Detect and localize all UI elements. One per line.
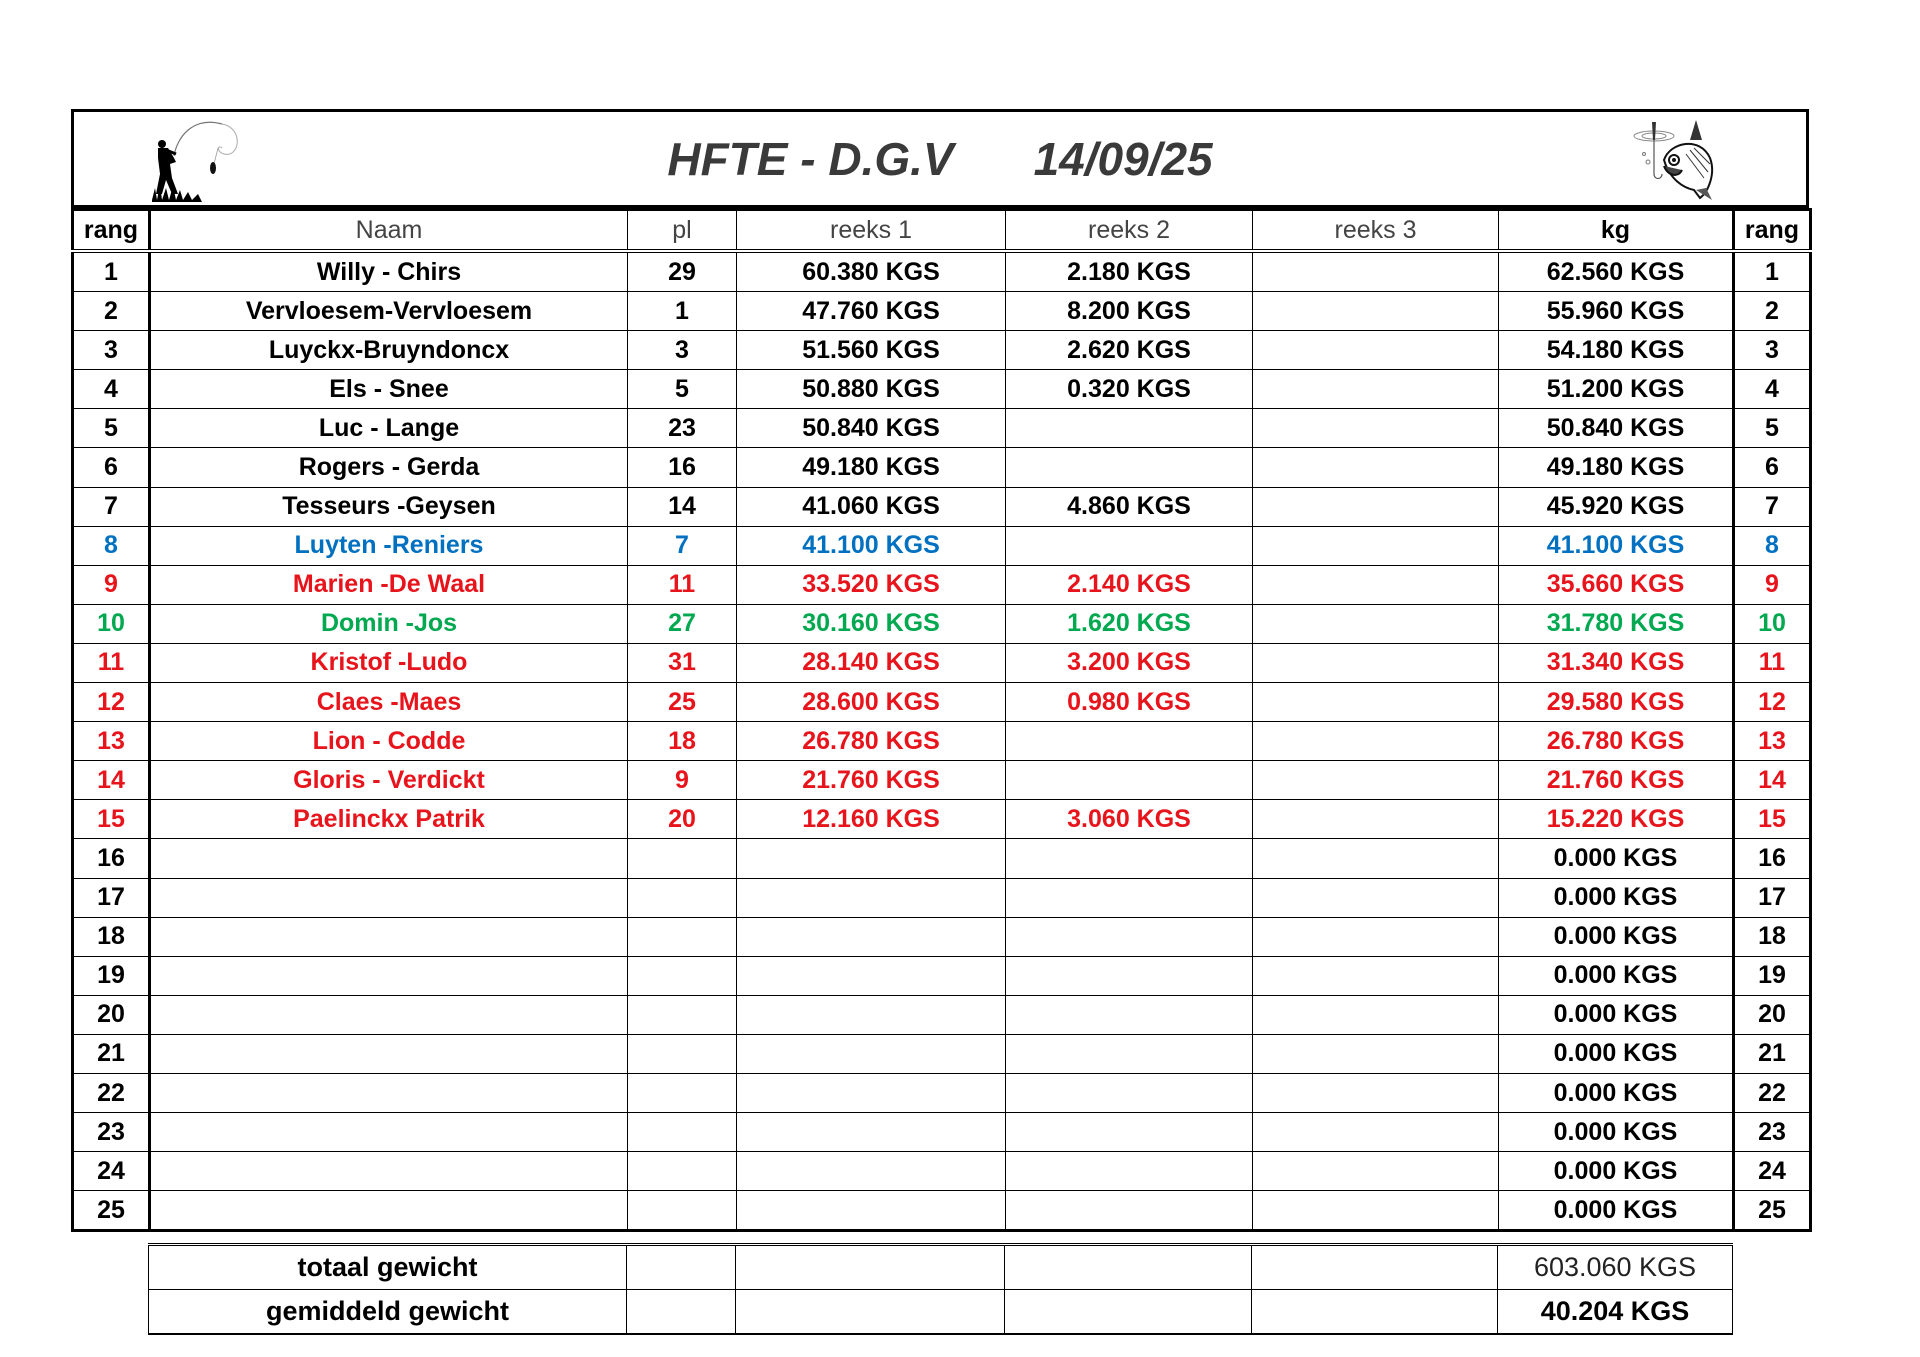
cell-reeks-1 bbox=[737, 1191, 1006, 1231]
cell-naam: Domin -Jos bbox=[150, 604, 628, 643]
header-rang: rang bbox=[73, 210, 150, 252]
cell-rang: 10 bbox=[73, 604, 150, 643]
cell-kg: 0.000 KGS bbox=[1499, 1113, 1734, 1152]
cell-reeks-1: 60.380 KGS bbox=[737, 251, 1006, 292]
cell-naam: Luyckx-Bruyndoncx bbox=[150, 331, 628, 370]
average-weight-value: 40.204 KGS bbox=[1498, 1290, 1733, 1335]
cell-rang-right: 16 bbox=[1734, 839, 1811, 878]
cell-reeks-2 bbox=[1006, 761, 1253, 800]
cell-kg: 45.920 KGS bbox=[1499, 487, 1734, 526]
cell-kg: 26.780 KGS bbox=[1499, 722, 1734, 761]
cell-reeks-2 bbox=[1006, 878, 1253, 917]
cell-reeks-2: 3.200 KGS bbox=[1006, 643, 1253, 682]
cell-rang: 17 bbox=[73, 878, 150, 917]
cell-kg: 51.200 KGS bbox=[1499, 370, 1734, 409]
cell-pl: 23 bbox=[628, 409, 737, 448]
cell-reeks-1: 51.560 KGS bbox=[737, 331, 1006, 370]
cell-naam: Marien -De Waal bbox=[150, 565, 628, 604]
table-row bbox=[73, 995, 1811, 1034]
cell-reeks-2 bbox=[1006, 409, 1253, 448]
cell-reeks-1: 47.760 KGS bbox=[737, 292, 1006, 331]
cell-reeks-2 bbox=[1006, 917, 1253, 956]
table-row bbox=[73, 761, 1811, 800]
cell-reeks-1 bbox=[737, 878, 1006, 917]
cell-rang: 3 bbox=[73, 331, 150, 370]
cell-reeks-2: 3.060 KGS bbox=[1006, 800, 1253, 839]
total-empty-cell bbox=[1005, 1245, 1252, 1290]
cell-reeks-2: 1.620 KGS bbox=[1006, 604, 1253, 643]
total-weight-value: 603.060 KGS bbox=[1498, 1245, 1733, 1290]
cell-rang-right: 17 bbox=[1734, 878, 1811, 917]
cell-naam: Claes -Maes bbox=[150, 683, 628, 722]
cell-reeks-2: 4.860 KGS bbox=[1006, 487, 1253, 526]
cell-kg: 0.000 KGS bbox=[1499, 956, 1734, 995]
cell-naam: Paelinckx Patrik bbox=[150, 800, 628, 839]
cell-reeks-2 bbox=[1006, 526, 1253, 565]
cell-reeks-2: 2.180 KGS bbox=[1006, 251, 1253, 292]
table-row bbox=[73, 1073, 1811, 1112]
cell-pl: 25 bbox=[628, 683, 737, 722]
cell-pl bbox=[628, 1191, 737, 1231]
header-rang-right: rang bbox=[1734, 210, 1811, 252]
cell-rang-right: 21 bbox=[1734, 1034, 1811, 1073]
cell-rang: 21 bbox=[73, 1034, 150, 1073]
cell-reeks-1: 28.140 KGS bbox=[737, 643, 1006, 682]
cell-reeks-1: 49.180 KGS bbox=[737, 448, 1006, 487]
cell-kg: 0.000 KGS bbox=[1499, 917, 1734, 956]
cell-reeks-1: 50.840 KGS bbox=[737, 409, 1006, 448]
cell-reeks-2 bbox=[1006, 995, 1253, 1034]
header-reeks-3: reeks 3 bbox=[1253, 210, 1499, 252]
cell-reeks-1: 41.060 KGS bbox=[737, 487, 1006, 526]
title-banner bbox=[71, 109, 1809, 208]
cell-reeks-3 bbox=[1253, 643, 1499, 682]
cell-rang: 5 bbox=[73, 409, 150, 448]
cell-naam: Tesseurs -Geysen bbox=[150, 487, 628, 526]
cell-kg: 0.000 KGS bbox=[1499, 995, 1734, 1034]
cell-reeks-3 bbox=[1253, 526, 1499, 565]
cell-reeks-3 bbox=[1253, 1073, 1499, 1112]
cell-reeks-1: 26.780 KGS bbox=[737, 722, 1006, 761]
cell-rang-right: 24 bbox=[1734, 1152, 1811, 1191]
cell-rang-right: 7 bbox=[1734, 487, 1811, 526]
cell-reeks-3 bbox=[1253, 995, 1499, 1034]
table-row bbox=[73, 878, 1811, 917]
cell-reeks-3 bbox=[1253, 917, 1499, 956]
cell-pl bbox=[628, 1034, 737, 1073]
cell-naam: Willy - Chirs bbox=[150, 251, 628, 292]
cell-kg: 15.220 KGS bbox=[1499, 800, 1734, 839]
table-header-row bbox=[73, 210, 1811, 252]
cell-pl: 1 bbox=[628, 292, 737, 331]
cell-rang-right: 22 bbox=[1734, 1073, 1811, 1112]
cell-rang-right: 15 bbox=[1734, 800, 1811, 839]
cell-kg: 49.180 KGS bbox=[1499, 448, 1734, 487]
cell-rang: 15 bbox=[73, 800, 150, 839]
cell-kg: 31.340 KGS bbox=[1499, 643, 1734, 682]
table-row bbox=[73, 565, 1811, 604]
cell-naam bbox=[150, 917, 628, 956]
cell-pl: 18 bbox=[628, 722, 737, 761]
cell-rang: 23 bbox=[73, 1113, 150, 1152]
cell-reeks-1: 50.880 KGS bbox=[737, 370, 1006, 409]
cell-kg: 35.660 KGS bbox=[1499, 565, 1734, 604]
average-empty-cell bbox=[1252, 1290, 1498, 1335]
cell-kg: 0.000 KGS bbox=[1499, 1152, 1734, 1191]
cell-rang-right: 14 bbox=[1734, 761, 1811, 800]
cell-kg: 0.000 KGS bbox=[1499, 1191, 1734, 1231]
total-empty-cell bbox=[736, 1245, 1005, 1290]
cell-kg: 29.580 KGS bbox=[1499, 683, 1734, 722]
cell-reeks-3 bbox=[1253, 292, 1499, 331]
totals-table bbox=[148, 1243, 1733, 1335]
cell-reeks-1: 12.160 KGS bbox=[737, 800, 1006, 839]
table-row bbox=[73, 292, 1811, 331]
cell-pl bbox=[628, 1073, 737, 1112]
cell-reeks-2 bbox=[1006, 1034, 1253, 1073]
page-title bbox=[74, 132, 1806, 186]
cell-naam: Kristof -Ludo bbox=[150, 643, 628, 682]
cell-naam: Lion - Codde bbox=[150, 722, 628, 761]
table-row bbox=[73, 448, 1811, 487]
cell-reeks-1 bbox=[737, 956, 1006, 995]
cell-naam bbox=[150, 995, 628, 1034]
cell-pl bbox=[628, 1113, 737, 1152]
cell-pl: 20 bbox=[628, 800, 737, 839]
cell-reeks-2: 8.200 KGS bbox=[1006, 292, 1253, 331]
table-row bbox=[73, 1191, 1811, 1231]
cell-rang-right: 10 bbox=[1734, 604, 1811, 643]
cell-pl: 14 bbox=[628, 487, 737, 526]
club-title: HFTE - D.G.V bbox=[667, 133, 954, 185]
cell-reeks-1 bbox=[737, 839, 1006, 878]
cell-reeks-1: 30.160 KGS bbox=[737, 604, 1006, 643]
cell-reeks-2 bbox=[1006, 448, 1253, 487]
cell-reeks-1: 33.520 KGS bbox=[737, 565, 1006, 604]
cell-rang-right: 4 bbox=[1734, 370, 1811, 409]
cell-reeks-1: 28.600 KGS bbox=[737, 683, 1006, 722]
cell-pl bbox=[628, 1152, 737, 1191]
cell-reeks-3 bbox=[1253, 1191, 1499, 1231]
cell-reeks-3 bbox=[1253, 761, 1499, 800]
cell-rang-right: 6 bbox=[1734, 448, 1811, 487]
cell-rang-right: 2 bbox=[1734, 292, 1811, 331]
cell-reeks-2: 0.320 KGS bbox=[1006, 370, 1253, 409]
table-row bbox=[73, 331, 1811, 370]
table-row bbox=[73, 917, 1811, 956]
cell-reeks-3 bbox=[1253, 1113, 1499, 1152]
cell-reeks-2 bbox=[1006, 1152, 1253, 1191]
cell-rang: 19 bbox=[73, 956, 150, 995]
total-weight-label: totaal gewicht bbox=[149, 1245, 627, 1290]
cell-reeks-2 bbox=[1006, 839, 1253, 878]
cell-naam bbox=[150, 1113, 628, 1152]
cell-reeks-1 bbox=[737, 1073, 1006, 1112]
total-empty-cell bbox=[627, 1245, 736, 1290]
cell-reeks-2 bbox=[1006, 1073, 1253, 1112]
cell-reeks-3 bbox=[1253, 409, 1499, 448]
cell-rang: 20 bbox=[73, 995, 150, 1034]
cell-reeks-3 bbox=[1253, 565, 1499, 604]
event-date: 14/09/25 bbox=[1033, 133, 1213, 185]
cell-reeks-1 bbox=[737, 1152, 1006, 1191]
cell-pl: 7 bbox=[628, 526, 737, 565]
cell-reeks-2 bbox=[1006, 1113, 1253, 1152]
average-empty-cell bbox=[1005, 1290, 1252, 1335]
cell-naam: Els - Snee bbox=[150, 370, 628, 409]
cell-reeks-3 bbox=[1253, 331, 1499, 370]
total-weight-row bbox=[149, 1245, 1733, 1290]
cell-rang: 6 bbox=[73, 448, 150, 487]
cell-reeks-3 bbox=[1253, 1152, 1499, 1191]
cell-kg: 50.840 KGS bbox=[1499, 409, 1734, 448]
average-empty-cell bbox=[627, 1290, 736, 1335]
cell-kg: 41.100 KGS bbox=[1499, 526, 1734, 565]
cell-rang-right: 12 bbox=[1734, 683, 1811, 722]
cell-kg: 0.000 KGS bbox=[1499, 878, 1734, 917]
cell-kg: 62.560 KGS bbox=[1499, 251, 1734, 292]
cell-reeks-3 bbox=[1253, 722, 1499, 761]
cell-kg: 0.000 KGS bbox=[1499, 1073, 1734, 1112]
header-reeks-1: reeks 1 bbox=[737, 210, 1006, 252]
cell-rang: 1 bbox=[73, 251, 150, 292]
cell-reeks-1 bbox=[737, 995, 1006, 1034]
table-row bbox=[73, 1113, 1811, 1152]
header-kg: kg bbox=[1499, 210, 1734, 252]
cell-rang: 13 bbox=[73, 722, 150, 761]
average-empty-cell bbox=[736, 1290, 1005, 1335]
cell-reeks-1: 21.760 KGS bbox=[737, 761, 1006, 800]
cell-reeks-1 bbox=[737, 1113, 1006, 1152]
cell-rang: 22 bbox=[73, 1073, 150, 1112]
cell-reeks-2 bbox=[1006, 722, 1253, 761]
cell-pl: 31 bbox=[628, 643, 737, 682]
cell-rang-right: 5 bbox=[1734, 409, 1811, 448]
cell-pl: 27 bbox=[628, 604, 737, 643]
cell-rang: 7 bbox=[73, 487, 150, 526]
table-row bbox=[73, 643, 1811, 682]
cell-naam bbox=[150, 1191, 628, 1231]
cell-rang-right: 11 bbox=[1734, 643, 1811, 682]
cell-naam: Vervloesem-Vervloesem bbox=[150, 292, 628, 331]
header-naam: Naam bbox=[150, 210, 628, 252]
cell-kg: 54.180 KGS bbox=[1499, 331, 1734, 370]
table-row bbox=[73, 409, 1811, 448]
table-row bbox=[73, 526, 1811, 565]
cell-pl: 16 bbox=[628, 448, 737, 487]
cell-naam: Luc - Lange bbox=[150, 409, 628, 448]
cell-rang-right: 13 bbox=[1734, 722, 1811, 761]
cell-rang: 11 bbox=[73, 643, 150, 682]
cell-pl bbox=[628, 956, 737, 995]
table-row bbox=[73, 800, 1811, 839]
cell-rang: 18 bbox=[73, 917, 150, 956]
table-row bbox=[73, 370, 1811, 409]
cell-reeks-1 bbox=[737, 1034, 1006, 1073]
cell-rang-right: 25 bbox=[1734, 1191, 1811, 1231]
cell-kg: 0.000 KGS bbox=[1499, 839, 1734, 878]
results-table bbox=[71, 208, 1812, 1232]
cell-reeks-3 bbox=[1253, 878, 1499, 917]
cell-rang-right: 3 bbox=[1734, 331, 1811, 370]
cell-naam bbox=[150, 956, 628, 995]
cell-naam: Gloris - Verdickt bbox=[150, 761, 628, 800]
table-row bbox=[73, 683, 1811, 722]
cell-naam: Rogers - Gerda bbox=[150, 448, 628, 487]
cell-naam bbox=[150, 839, 628, 878]
table-row bbox=[73, 1034, 1811, 1073]
cell-reeks-3 bbox=[1253, 956, 1499, 995]
cell-naam bbox=[150, 1152, 628, 1191]
cell-pl: 29 bbox=[628, 251, 737, 292]
header-reeks-2: reeks 2 bbox=[1006, 210, 1253, 252]
cell-rang: 8 bbox=[73, 526, 150, 565]
cell-pl bbox=[628, 878, 737, 917]
cell-rang: 16 bbox=[73, 839, 150, 878]
cell-rang: 12 bbox=[73, 683, 150, 722]
cell-reeks-2: 2.620 KGS bbox=[1006, 331, 1253, 370]
cell-reeks-3 bbox=[1253, 251, 1499, 292]
cell-reeks-1 bbox=[737, 917, 1006, 956]
cell-reeks-1: 41.100 KGS bbox=[737, 526, 1006, 565]
cell-pl: 5 bbox=[628, 370, 737, 409]
cell-pl bbox=[628, 995, 737, 1034]
cell-kg: 31.780 KGS bbox=[1499, 604, 1734, 643]
fish-on-hook-icon bbox=[1624, 118, 1724, 204]
cell-naam: Luyten -Reniers bbox=[150, 526, 628, 565]
cell-rang-right: 23 bbox=[1734, 1113, 1811, 1152]
cell-kg: 0.000 KGS bbox=[1499, 1034, 1734, 1073]
cell-reeks-2: 0.980 KGS bbox=[1006, 683, 1253, 722]
table-row bbox=[73, 487, 1811, 526]
cell-pl bbox=[628, 917, 737, 956]
table-row bbox=[73, 1152, 1811, 1191]
cell-kg: 21.760 KGS bbox=[1499, 761, 1734, 800]
cell-rang: 4 bbox=[73, 370, 150, 409]
cell-rang: 24 bbox=[73, 1152, 150, 1191]
cell-rang: 9 bbox=[73, 565, 150, 604]
cell-reeks-3 bbox=[1253, 448, 1499, 487]
cell-reeks-3 bbox=[1253, 683, 1499, 722]
cell-reeks-3 bbox=[1253, 1034, 1499, 1073]
table-row bbox=[73, 604, 1811, 643]
cell-rang: 25 bbox=[73, 1191, 150, 1231]
cell-reeks-2 bbox=[1006, 956, 1253, 995]
cell-rang: 2 bbox=[73, 292, 150, 331]
table-row bbox=[73, 722, 1811, 761]
cell-kg: 55.960 KGS bbox=[1499, 292, 1734, 331]
cell-reeks-2: 2.140 KGS bbox=[1006, 565, 1253, 604]
table-row bbox=[73, 956, 1811, 995]
table-row bbox=[73, 251, 1811, 292]
cell-reeks-3 bbox=[1253, 604, 1499, 643]
cell-naam bbox=[150, 1073, 628, 1112]
cell-rang-right: 20 bbox=[1734, 995, 1811, 1034]
cell-reeks-3 bbox=[1253, 487, 1499, 526]
cell-pl: 11 bbox=[628, 565, 737, 604]
cell-naam bbox=[150, 878, 628, 917]
cell-pl bbox=[628, 839, 737, 878]
total-empty-cell bbox=[1252, 1245, 1498, 1290]
cell-rang-right: 18 bbox=[1734, 917, 1811, 956]
cell-reeks-3 bbox=[1253, 839, 1499, 878]
cell-rang: 14 bbox=[73, 761, 150, 800]
cell-rang-right: 19 bbox=[1734, 956, 1811, 995]
cell-rang-right: 9 bbox=[1734, 565, 1811, 604]
cell-reeks-2 bbox=[1006, 1191, 1253, 1231]
table-row bbox=[73, 839, 1811, 878]
average-weight-label: gemiddeld gewicht bbox=[149, 1290, 627, 1335]
cell-naam bbox=[150, 1034, 628, 1073]
cell-reeks-3 bbox=[1253, 800, 1499, 839]
cell-rang-right: 1 bbox=[1734, 251, 1811, 292]
cell-rang-right: 8 bbox=[1734, 526, 1811, 565]
average-weight-row bbox=[149, 1290, 1733, 1335]
cell-pl: 9 bbox=[628, 761, 737, 800]
header-pl: pl bbox=[628, 210, 737, 252]
cell-pl: 3 bbox=[628, 331, 737, 370]
cell-reeks-3 bbox=[1253, 370, 1499, 409]
